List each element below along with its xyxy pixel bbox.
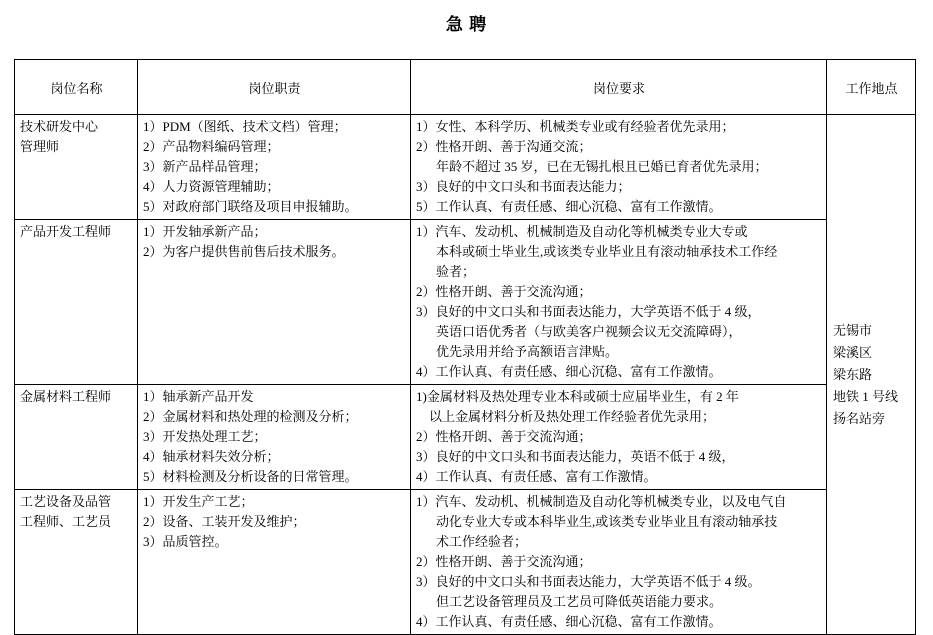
table-row [15, 220, 916, 385]
requirements-cell [411, 385, 827, 490]
requirements-cell [411, 115, 827, 220]
text-line: 3）良好的中文口头和书面表达能力，大学英语不低于 4 级， [416, 304, 761, 319]
text-line: 2）性格开朗、善于交流沟通； [416, 284, 592, 299]
text-line: 年龄不超过 35 岁，已在无锡扎根且已婚已育者优先录用； [436, 159, 768, 174]
text-line: 管理师 [20, 139, 60, 154]
header-position-name: 岗位名称 [15, 60, 138, 115]
text-line: 4）工作认真、有责任感、细心沉稳、富有工作激情。 [416, 364, 722, 379]
text-line: 1）开发生产工艺； [143, 494, 254, 509]
text-line: 本科或硕士毕业生,或该类专业毕业且有滚动轴承技术工作经 [436, 244, 778, 259]
duties-cell [138, 385, 411, 490]
requirements-cell [411, 490, 827, 635]
text-line: 2）性格开朗、善于沟通交流； [416, 139, 592, 154]
text-line: 5）材料检测及分析设备的日常管理。 [143, 469, 358, 484]
position-name-cell [15, 115, 138, 220]
text-line: 1）轴承新产品开发 [143, 389, 254, 404]
text-line: 2）设备、工装开发及维护； [143, 514, 306, 529]
position-name-cell [15, 490, 138, 635]
text-line: 3）开发热处理工艺； [143, 429, 267, 444]
text-line: 金属材料工程师 [20, 389, 112, 404]
text-line: 4）人力资源管理辅助； [143, 179, 280, 194]
duties-cell [138, 220, 411, 385]
text-line: 动化专业大专或本科毕业生,或该类专业毕业且有滚动轴承技 [436, 514, 778, 529]
text-line: 梁东路 [833, 366, 873, 382]
text-line: 3）良好的中文口头和书面表达能力，大学英语不低于 4 级。 [416, 574, 761, 589]
text-line: 4）工作认真、有责任感、富有工作激情。 [416, 469, 657, 484]
table-row [15, 490, 916, 635]
text-line: 3）良好的中文口头和书面表达能力，英语不低于 4 级， [416, 449, 735, 464]
text-line: 以上金属材料分析及热处理工作经验者优先录用； [429, 409, 716, 424]
location-cell [827, 115, 916, 635]
text-line: 但工艺设备管理员及工艺员可降低英语能力要求。 [436, 594, 723, 609]
text-line: 4）工作认真、有责任感、细心沉稳、富有工作激情。 [416, 614, 722, 629]
header-duties: 岗位职责 [138, 60, 411, 115]
text-line: 产品开发工程师 [20, 224, 112, 239]
text-line: 无锡市 [833, 322, 873, 338]
text-line: 5）对政府部门联络及项目申报辅助。 [143, 199, 358, 214]
text-line: 工艺设备及品管 [20, 494, 112, 509]
table-row [15, 115, 916, 220]
text-line: 1）PDM（图纸、技术文档）管理； [143, 119, 347, 134]
text-line: 4）轴承材料失效分析； [143, 449, 280, 464]
text-line: 梁溪区 [833, 344, 873, 360]
text-line: 1）开发轴承新产品； [143, 224, 267, 239]
text-line: 1)金属材料及热处理专业本科或硕士应届毕业生，有 2 年 [416, 389, 739, 404]
text-line: 5）工作认真、有责任感、细心沉稳、富有工作激情。 [416, 199, 722, 214]
text-line: 扬名站旁 [833, 410, 886, 426]
position-name-cell [15, 385, 138, 490]
header-requirements: 岗位要求 [411, 60, 827, 115]
duties-cell [138, 115, 411, 220]
text-line: 技术研发中心 [20, 119, 99, 134]
text-line: 2）为客户提供售前售后技术服务。 [143, 244, 345, 259]
text-line: 1）汽车、发动机、机械制造及自动化等机械类专业，以及电气自 [416, 494, 787, 509]
text-line: 优先录用并给予高额语言津贴。 [436, 344, 619, 359]
text-line: 3）品质管控。 [143, 534, 228, 549]
text-line: 3）良好的中文口头和书面表达能力； [416, 179, 631, 194]
text-line: 术工作经验者； [436, 534, 528, 549]
text-line: 2）性格开朗、善于交流沟通； [416, 554, 592, 569]
text-line: 2）性格开朗、善于交流沟通； [416, 429, 592, 444]
text-line: 地铁 1 号线 [833, 388, 899, 404]
position-name-cell [15, 220, 138, 385]
text-line: 2）产品物料编码管理； [143, 139, 280, 154]
duties-cell [138, 490, 411, 635]
text-line: 1）汽车、发动机、机械制造及自动化等机械类专业大专或 [416, 224, 748, 239]
page-title: 急 聘 [445, 15, 488, 34]
requirements-cell [411, 220, 827, 385]
header-row [15, 60, 916, 115]
text-line: 工程师、工艺员 [20, 514, 112, 529]
table-row [15, 385, 916, 490]
job-table [14, 59, 916, 635]
job-table-body [15, 115, 916, 635]
text-line: 1）女性、本科学历、机械类专业或有经验者优先录用； [416, 119, 735, 134]
text-line: 英语口语优秀者（与欧美客户视频会议无交流障碍）， [436, 324, 742, 339]
text-line: 验者； [436, 264, 476, 279]
text-line: 3）新产品样品管理； [143, 159, 267, 174]
header-location: 工作地点 [827, 60, 916, 115]
text-line: 2）金属材料和热处理的检测及分析； [143, 409, 358, 424]
